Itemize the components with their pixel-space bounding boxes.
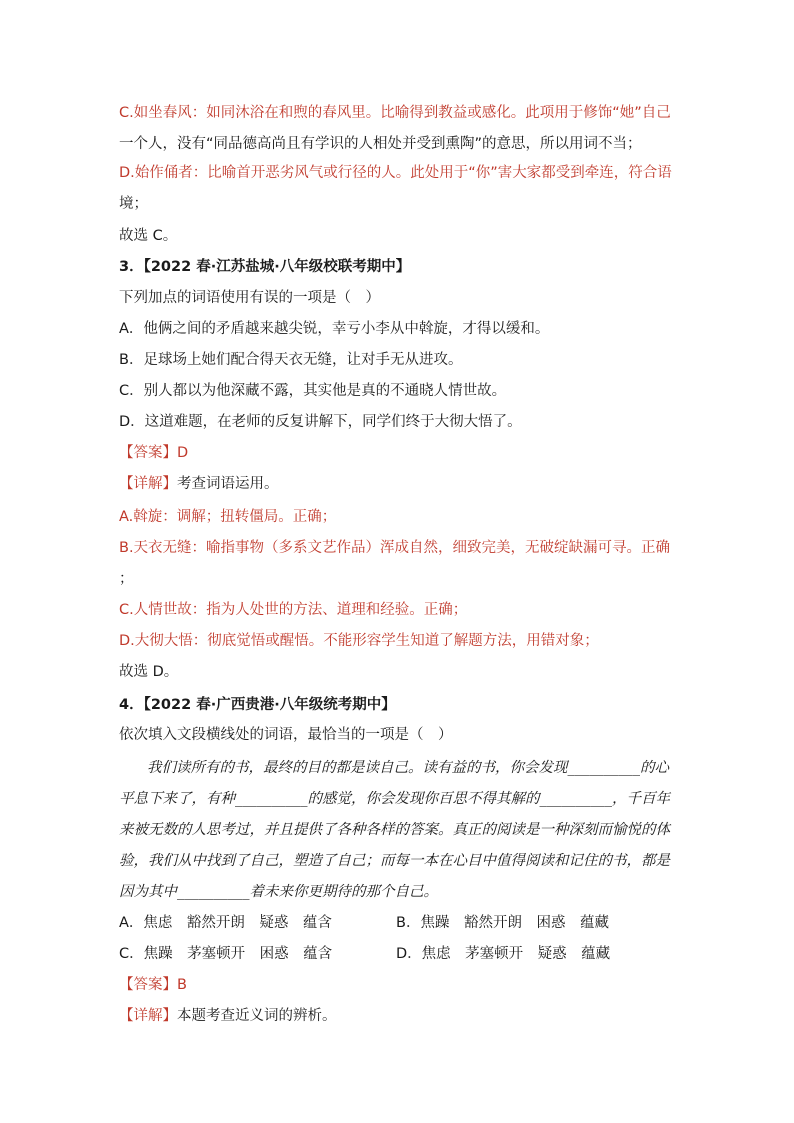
q3-answer-tag: 【答案】 xyxy=(119,445,177,461)
prev-option-c-line2: 一个人，没有“同品德高尚且有学识的人相处并受到熏陶”的意思，所以用词不当； xyxy=(119,136,642,152)
q3-stem: 下列加点的词语使用有误的一项是（ ） xyxy=(119,290,380,306)
q3-explain-tag: 【详解】 xyxy=(119,476,177,492)
q3-analysis-b: B.天衣无缝：喻指事物（多系文艺作品）浑成自然，细致完美，无破绽缺漏可寻。正确 xyxy=(119,540,671,556)
q3-explain-text: 考查词语运用。 xyxy=(177,476,279,492)
q4-option-a: A．焦虑 豁然开朗 疑惑 蕴含 xyxy=(119,915,332,931)
q3-analysis-c: C.人情世故：指为人处世的方法、道理和经验。正确； xyxy=(119,602,468,618)
q4-passage-line: 平息下来了，有种__________的感觉，你会发现你百思不得其解的__________，千百年 xyxy=(119,791,670,807)
q4-option-b: B．焦躁 豁然开朗 困惑 蕴藏 xyxy=(396,915,609,931)
q4-option-row-2 xyxy=(119,944,332,964)
q4-option-row-1 xyxy=(119,913,332,933)
prev-conclusion: 故选 C。 xyxy=(119,228,178,244)
q3-explain xyxy=(119,474,279,494)
q4-answer-value: B xyxy=(177,977,187,993)
q3-option-a: A．他俩之间的矛盾越来越尖锐，幸亏小李从中斡旋，才得以缓和。 xyxy=(119,321,550,337)
q3-option-d: D．这道难题，在老师的反复讲解下，同学们终于大彻大悟了。 xyxy=(119,414,522,430)
q3-source: 【2022 春·江苏盐城·八年级校联考期中】 xyxy=(143,259,411,275)
prev-option-d-line2: 境； xyxy=(119,196,148,212)
prev-option-c-line1: C.如坐春风：如同沐浴在和煦的春风里。比喻得到教益或感化。此项用于修饰“她”自己 xyxy=(119,105,671,121)
prev-option-d-line1-text: D.始作俑者：比喻首开恶劣风气或行径的人。此处用于“你”害大家都受到牵连，符合语 xyxy=(119,165,672,181)
q4-option-d: D．焦虑 茅塞顿开 疑惑 蕴藏 xyxy=(396,946,611,962)
q4-number: 4． xyxy=(119,697,144,713)
q4-passage-line: 验，我们从中找到了自己，塑造了自己；而每一本在心目中值得阅读和记住的书，都是 xyxy=(119,853,670,869)
q4-source: 【2022 春·广西贵港·八年级统考期中】 xyxy=(143,697,396,713)
q4-answer xyxy=(119,975,187,995)
q4-header xyxy=(119,695,396,715)
q4-explain-text: 本题考查近义词的辨析。 xyxy=(177,1008,337,1024)
q4-answer-tag: 【答案】 xyxy=(119,977,177,993)
q3-option-b: B．足球场上她们配合得天衣无缝，让对手无从进攻。 xyxy=(119,352,463,368)
q3-option-c: C．别人都以为他深藏不露，其实他是真的不通晓人情世故。 xyxy=(119,383,507,399)
q4-explain xyxy=(119,1006,337,1026)
q3-answer xyxy=(119,443,188,463)
q3-analysis-a: A.斡旋：调解；扭转僵局。正确； xyxy=(119,509,337,525)
q4-option-c: C．焦躁 茅塞顿开 困惑 蕴含 xyxy=(119,946,333,962)
prev-option-d-line1 xyxy=(119,163,672,183)
q3-analysis-d: D.大彻大悟：彻底觉悟或醒悟。不能形容学生知道了解题方法，用错对象； xyxy=(119,633,599,649)
q3-analysis-b-cont: ； xyxy=(119,571,134,587)
q4-passage-line: 来被无数的人思考过，并且提供了各种各样的答案。真正的阅读是一种深刻而愉悦的体 xyxy=(119,822,670,838)
q3-header xyxy=(119,257,410,277)
q4-explain-tag: 【详解】 xyxy=(119,1008,177,1024)
q3-conclusion: 故选 D。 xyxy=(119,664,179,680)
q4-stem: 依次填入文段横线处的词语，最恰当的一项是（ ） xyxy=(119,727,453,743)
q4-passage-line: 因为其中__________着未来你更期待的那个自己。 xyxy=(119,884,438,900)
q3-answer-value: D xyxy=(177,445,189,461)
q3-number: 3． xyxy=(119,259,144,275)
q4-passage-line: 我们读所有的书，最终的目的都是读自己。读有益的书，你会发现__________的心 xyxy=(147,760,669,776)
